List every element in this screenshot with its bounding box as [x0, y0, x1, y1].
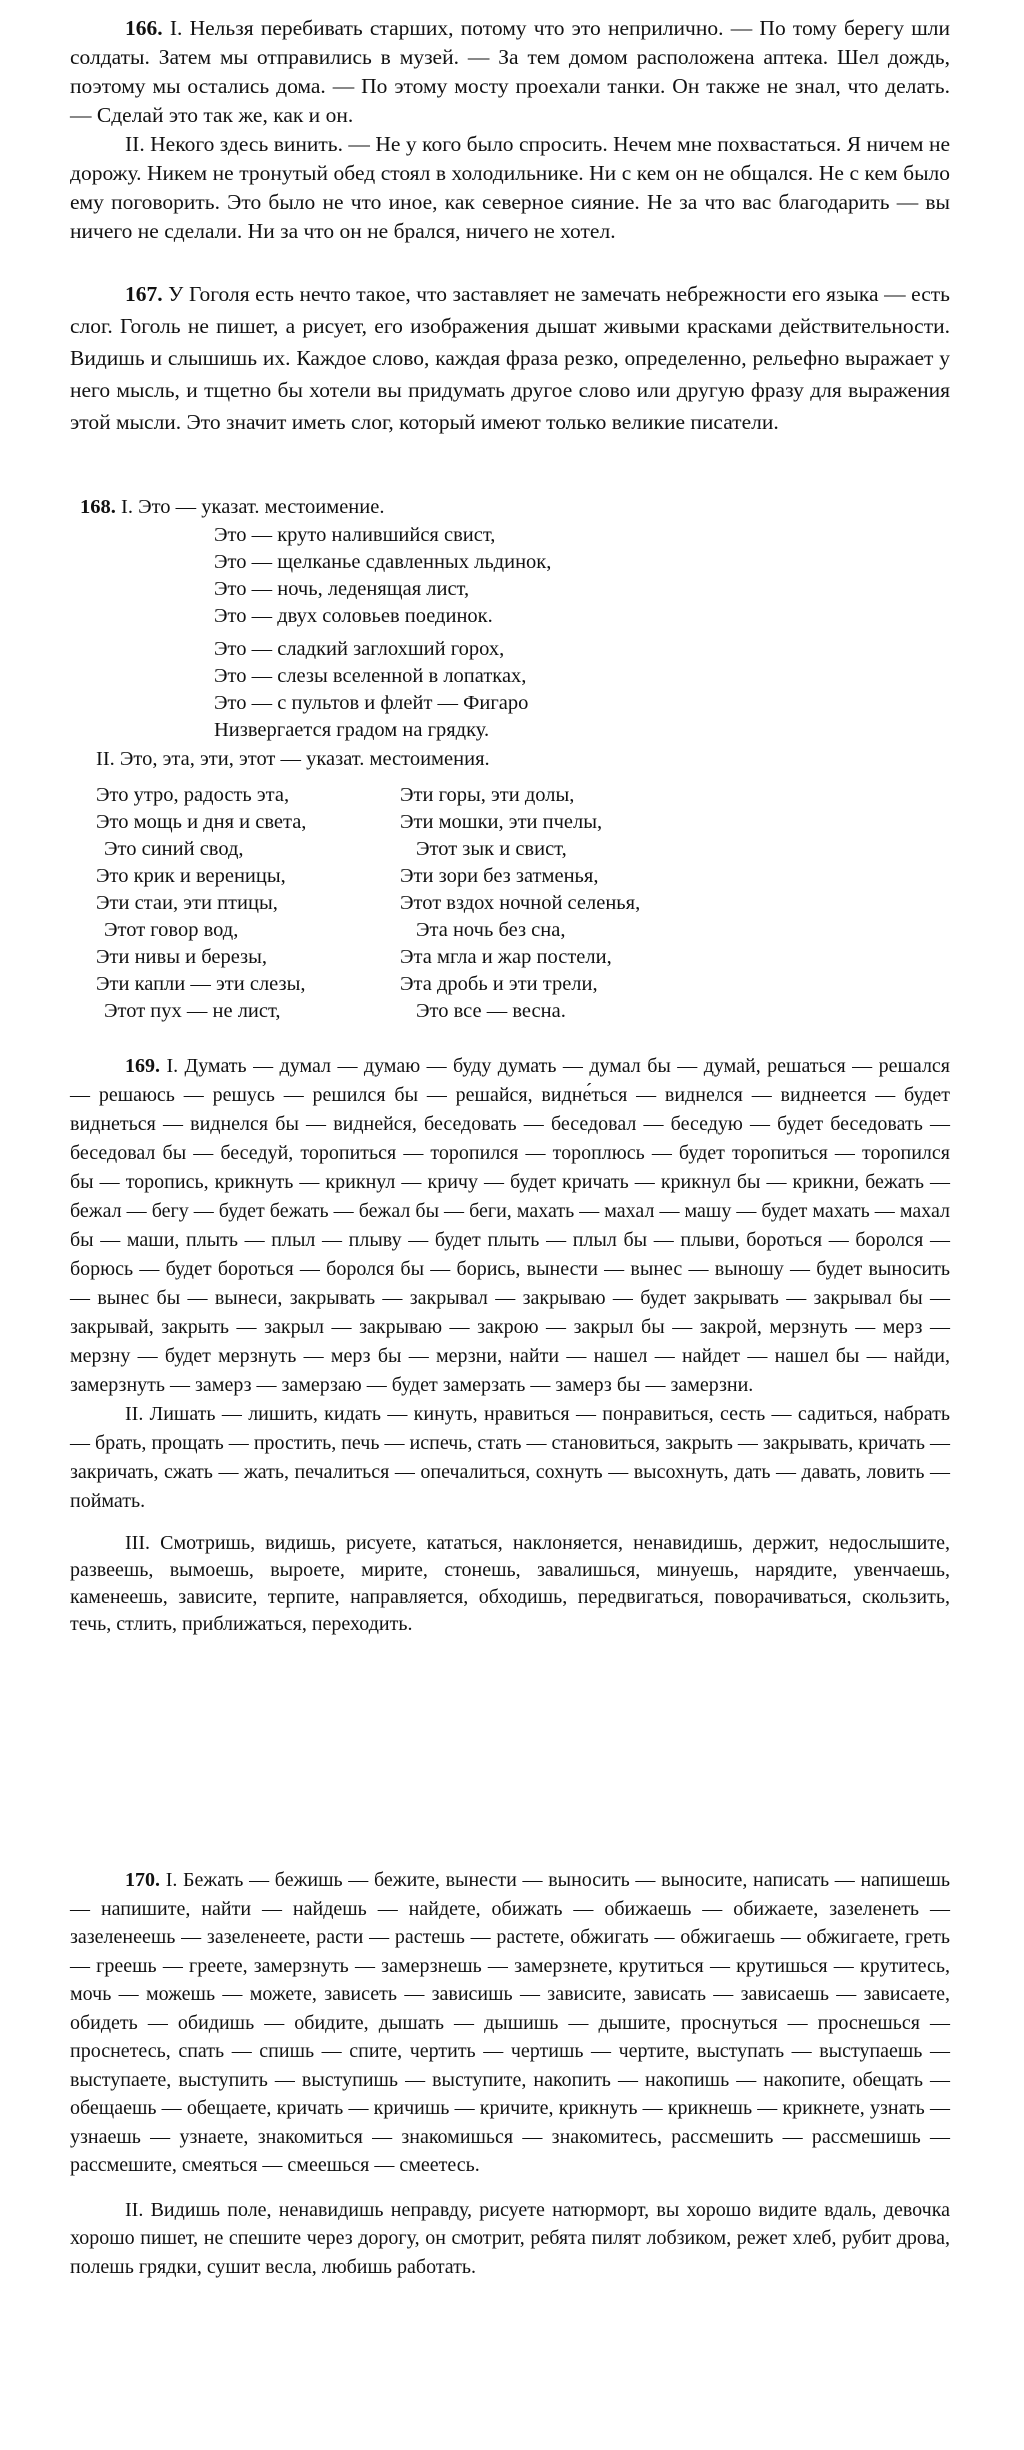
poem-line: Это крик и вереницы,	[96, 865, 286, 887]
exercise-166-part-1	[70, 14, 950, 130]
poem-line: Это — сладкий заглохший горох,	[214, 638, 505, 660]
exercise-169-part-3: III. Смотришь, видишь, рисуете, кататься, наклоняется, ненавидишь, держит, недослышите, развеешь, вымоешь, выроете, мирите, стонешь, завалишься, минуешь, нарядите, увенчаешь, каменеешь, зависите, терпите, направляется, обходишь, передвигаться, поворачиваться, скользить, течь, стлить, приближаться, переходить.	[70, 1532, 950, 1635]
poem-right-column	[400, 782, 640, 1025]
poem-line: Это — круто налившийся свист,	[214, 524, 496, 546]
poem-line: Это — двух соловьев поединок.	[214, 605, 493, 627]
poem-line: Эта мгла и жар постели,	[400, 946, 612, 968]
exercise-169-part-1	[70, 1052, 950, 1400]
poem-line: Эти стаи, эти птицы,	[96, 892, 278, 914]
poem-line: Низвергается градом на грядку.	[214, 719, 490, 741]
poem-line: Это синий свод,	[104, 838, 244, 860]
exercise-number: 169.	[125, 1055, 160, 1077]
exercise-number: 170.	[125, 1869, 160, 1891]
poem-line: Это — слезы вселенной в лопатках,	[214, 665, 527, 687]
poem-line: Этот зык и свист,	[416, 838, 567, 860]
exercise-167	[70, 278, 950, 438]
exercise-169-part-2: II. Лишать — лишить, кидать — кинуть, нравиться — понравиться, сесть — садиться, набрать — брать, прощать — простить, печь — испечь, стать — становиться, закрыть — закрывать, кричать — закричать, сжать — жать, печалиться — опечалиться, сохнуть — высохнуть, дать — давать, ловить — поймать.	[70, 1403, 950, 1512]
poem-line: Это мощь и дня и света,	[96, 811, 307, 833]
poem-stanza-1	[214, 522, 551, 744]
exercise-170-part-1	[70, 1866, 950, 2180]
poem-line: Эта дробь и эти трели,	[400, 973, 598, 995]
poem-line: Это — щелканье сдавленных льдинок,	[214, 551, 552, 573]
exercise-text: У Гоголя есть нечто такое, что заставляет не замечать небрежности его языка — есть слог. Гоголь не пишет, а рисует, его изображения дышат живыми красками действительности. Видишь и слышишь их. Каждое слово, каждая фраза резко, определенно, рельефно выражает у него мысль, и тщетно бы хотели вы придумать другое слово или другую фразу для выражения этой мысли. Это значит иметь слог, который имеют только великие писатели.	[70, 282, 950, 434]
poem-line: Эти зори без затменья,	[400, 865, 599, 887]
poem-line: Это все — весна.	[416, 1000, 566, 1022]
poem-line: Этот пух — не лист,	[104, 1000, 281, 1022]
exercise-number: 166.	[125, 16, 163, 40]
poem-line: Это — ночь, леденящая лист,	[214, 578, 470, 600]
poem-line: Этот вздох ночной селенья,	[400, 892, 641, 914]
exercise-text: I. Бежать — бежишь — бежите, вынести — выносить — выносите, написать — напишешь — напишите, найти — найдешь — найдете, обижать — обижаешь — обижаете, зазеленеть — зазеленеешь — зазеленеете, расти — растешь — растете, обжигать — обжигаешь — обжигаете, греть — греешь — греете, замерзнуть — замерзнешь — замерзнете, крутиться — крутишься — крутитесь, мочь — можешь — можете, зависеть — зависишь — зависите, зависать — зависаешь — зависаете, обидеть — обидишь — обидите, дышать — дышишь — дышите, проснуться — проснешься — проснетесь, спать — спишь — спите, чертить — чертишь — чертите, выступать — выступаешь — выступаете, выступить — выступишь — выступите, накопить — накопишь — накопите, обещать — обещаешь — обещаете, кричать — кричишь — кричите, крикнуть — крикнешь — крикнете, узнать — узнаешь — узнаете, знакомиться — знакомишься — знакомитесь, рассмешить — рассмешишь — рассмешите, смеяться — смеешься — смеетесь.	[70, 1869, 950, 2176]
exercise-number: 167.	[125, 282, 163, 306]
exercise-166	[70, 14, 950, 246]
section-title-2: II. Это, эта, эти, этот — указат. местоимения.	[96, 748, 490, 770]
poem-line: Эти мошки, эти пчелы,	[400, 811, 603, 833]
exercise-168-heading	[80, 496, 384, 519]
exercise-166-part-2: II. Некого здесь винить. — Не у кого было спросить. Нечем мне похвастаться. Я ничем не дорожу. Никем не тронутый обед стоял в холодильнике. Ни с кем он не общался. Не с кем было ему поговорить. Это было не что иное, как северное сияние. Не за что вас благодарить — вы ничего не сделали. Ни за что он не брался, ничего не хотел.	[70, 132, 950, 243]
poem-line: Эти горы, эти долы,	[400, 784, 575, 806]
poem-line: Эта ночь без сна,	[416, 919, 566, 941]
poem-line: Это утро, радость эта,	[96, 784, 290, 806]
exercise-text: I. Думать — думал — думаю — буду думать — думал бы — думай, решаться — решался — решаюсь — решусь — решился бы — решайся, видне́ться — виднелся — виднеется — будет виднеться — виднелся бы — виднейся, беседовать — беседовал — беседую — будет беседовать — беседовал бы — беседуй, торопиться — торопился — тороплюсь — будет торопиться — торопился бы — торопись, крикнуть — крикнул — кричу — будет кричать — крикнул бы — крикни, бежать — бежал — бегу — будет бежать — бежал бы — беги, махать — махал — машу — будет махать — махал бы — маши, плыть — плыл — плыву — будет плыть — плыл бы — плыви, бороться — боролся — борюсь — будет бороться — боролся бы — борись, вынести — вынес — выношу — будет выносить — вынес бы — вынеси, закрывать — закрывал — закрываю — будет закрывать — закрывал бы — закрывай, закрыть — закрыл — закрываю — закрою — закрыл бы — закрой, мерзнуть — мерз — мерзну — будет мерзнуть — мерз бы — мерзни, найти — нашел — найдет — нашел бы — найди, замерзнуть — замерз — замерзаю — будет замерзать — замерз бы — замерзни.	[70, 1055, 951, 1396]
exercise-170	[70, 1866, 950, 2281]
poem-line: Эти капли — эти слезы,	[96, 973, 306, 995]
exercise-text: I. Нельзя перебивать старших, потому что это неприлично. — По тому берегу шли солдаты. Затем мы отправились в музей. — За тем домом расположена аптека. Шел дождь, поэтому мы остались дома. — По этому мосту проехали танки. Он также не знал, что делать. — Сделай это так же, как и он.	[70, 16, 951, 127]
exercise-170-part-2: II. Видишь поле, ненавидишь неправду, рисуете натюрморт, вы хорошо видите вдаль, девочка хорошо пишет, не спешите через дорогу, он смотрит, ребята пилят лобзиком, режет хлеб, рубит дрова, полешь грядки, сушит весла, любишь работать.	[70, 2198, 950, 2278]
poem-line: Этот говор вод,	[104, 919, 239, 941]
exercise-number: 168.	[80, 496, 116, 518]
poem-left-column	[96, 782, 306, 1025]
exercise-167-text	[70, 278, 950, 438]
poem-line: Это — с пультов и флейт — Фигаро	[214, 692, 529, 714]
poem-line: Эти нивы и березы,	[96, 946, 268, 968]
exercise-169	[70, 1052, 950, 1638]
section-title: I. Это — указат. местоимение.	[121, 496, 385, 518]
